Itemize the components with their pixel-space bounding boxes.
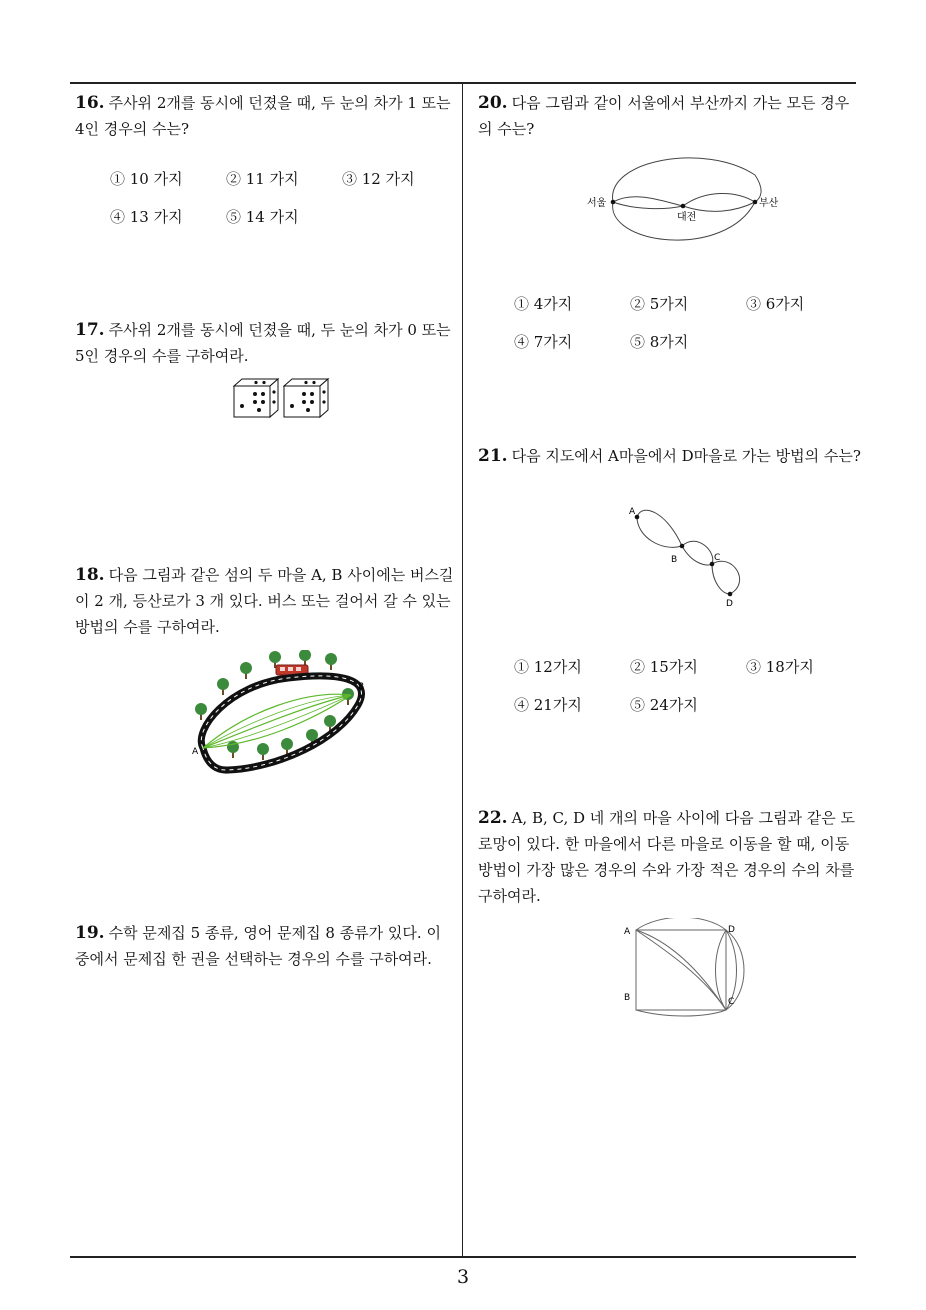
choice-2[interactable]: ② 11 가지 <box>226 170 299 188</box>
label-b: B <box>671 555 678 565</box>
island-figure <box>188 650 373 780</box>
question-text: 다음 그림과 같이 서울에서 부산까지 가는 모든 경우의 수는? <box>478 94 850 138</box>
question-number: 18. <box>75 565 105 585</box>
label-a: A <box>629 507 636 517</box>
label-a: A <box>192 747 199 757</box>
dice-figure <box>230 376 334 420</box>
choice-5[interactable]: ⑤ 8가지 <box>630 333 689 351</box>
label-d: D <box>728 925 735 935</box>
label-c: C <box>714 553 721 563</box>
choice-1[interactable]: ① 4가지 <box>514 295 573 313</box>
question-number: 17. <box>75 320 105 340</box>
label-busan: 부산 <box>759 198 779 209</box>
choices-16 <box>110 168 460 228</box>
question-text: 다음 지도에서 A마을에서 D마을로 가는 방법의 수는? <box>511 447 861 465</box>
question-21 <box>478 443 863 469</box>
question-text: 주사위 2개를 동시에 던졌을 때, 두 눈의 차가 0 또는 5인 경우의 수를 구하여라. <box>75 321 451 365</box>
bus-road <box>201 676 361 770</box>
top-rule <box>70 82 856 84</box>
choice-3[interactable]: ③ 6가지 <box>746 295 805 313</box>
choice-2[interactable]: ② 15가지 <box>630 658 698 676</box>
bottom-rule <box>70 1256 856 1258</box>
choice-1[interactable]: ① 12가지 <box>514 658 582 676</box>
choice-2[interactable]: ② 5가지 <box>630 295 689 313</box>
question-text: 주사위 2개를 동시에 던졌을 때, 두 눈의 차가 1 또는 4인 경우의 수는? <box>75 94 451 138</box>
route-figure-seoul-busan <box>585 150 785 255</box>
question-17 <box>75 317 457 369</box>
choices-20 <box>514 293 864 353</box>
die-right <box>284 379 328 417</box>
choice-5[interactable]: ⑤ 14 가지 <box>226 208 299 226</box>
choice-3[interactable]: ③ 18가지 <box>746 658 814 676</box>
choice-1[interactable]: ① 10 가지 <box>110 170 183 188</box>
page-number: 3 <box>456 1266 470 1288</box>
question-18 <box>75 562 457 640</box>
road-network-figure <box>620 918 750 1018</box>
map-figure-a-d <box>622 502 752 612</box>
label-d: D <box>726 599 733 609</box>
question-number: 19. <box>75 923 105 943</box>
label-c: C <box>728 997 735 1007</box>
choice-4[interactable]: ④ 7가지 <box>514 333 573 351</box>
choice-4[interactable]: ④ 21가지 <box>514 696 582 714</box>
question-22 <box>478 805 863 909</box>
label-b: B <box>358 682 365 692</box>
question-number: 16. <box>75 93 105 113</box>
choice-3[interactable]: ③ 12 가지 <box>342 170 415 188</box>
label-seoul: 서울 <box>587 198 607 209</box>
label-b: B <box>624 993 631 1003</box>
choice-5[interactable]: ⑤ 24가지 <box>630 696 698 714</box>
question-16 <box>75 90 457 142</box>
question-number: 20. <box>478 93 508 113</box>
choice-4[interactable]: ④ 13 가지 <box>110 208 183 226</box>
label-a: A <box>624 927 631 937</box>
question-20 <box>478 90 863 142</box>
question-text: 수학 문제집 5 종류, 영어 문제집 8 종류가 있다. 이 중에서 문제집 한 권을 선택하는 경우의 수를 구하여라. <box>75 924 441 968</box>
choices-21 <box>514 656 864 716</box>
question-number: 21. <box>478 446 508 466</box>
question-text: 다음 그림과 같은 섬의 두 마을 A, B 사이에는 버스길이 2 개, 등산로가 3 개 있다. 버스 또는 걸어서 갈 수 있는 방법의 수를 구하여라. <box>75 566 454 636</box>
question-19 <box>75 920 457 972</box>
label-daejeon: 대전 <box>677 212 697 223</box>
column-divider <box>462 82 463 1257</box>
die-left <box>234 379 278 417</box>
question-text: A, B, C, D 네 개의 마을 사이에 다음 그림과 같은 도로망이 있다. 한 마을에서 다른 마을로 이동을 할 때, 이동 방법이 가장 많은 경우의 수와 가장 적은 경우의 수의 차를 구하여라. <box>478 809 855 905</box>
question-number: 22. <box>478 808 508 828</box>
